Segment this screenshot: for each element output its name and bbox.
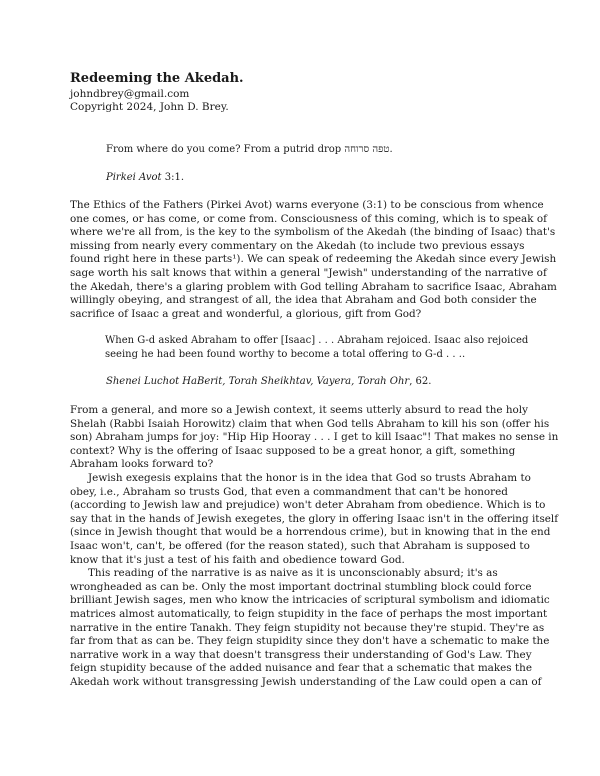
document-title: Redeeming the Akedah. bbox=[70, 71, 244, 86]
paragraph-line: the Akedah, there's a glaring problem with God telling Abraham to sacrifice Isaac, Abraham bbox=[70, 280, 557, 293]
paragraph-line: (since in Jewish thought that would be a horrendous crime), but in knowing that in the end bbox=[70, 526, 551, 539]
paragraph-line: sage worth his salt knows that within a general "Jewish" understanding of the narrative of bbox=[70, 266, 547, 279]
paragraph-line: say that in the hands of Jewish exegetes, the glory in offering Isaac isn't in the offering itself bbox=[70, 512, 559, 525]
paragraph-line: know that it's just a test of his faith and obedience toward God. bbox=[70, 553, 405, 566]
block-quote-line: When G-d asked Abraham to offer [Isaac] . . . Abraham rejoiced. Isaac also rejoiced bbox=[105, 335, 529, 346]
block-quote bbox=[105, 334, 529, 361]
block-source-ref: , 62. bbox=[409, 376, 432, 387]
paragraph-line: wrongheaded as can be. Only the most important doctrinal stumbling block could force bbox=[70, 580, 532, 593]
paragraph-line: where we're all from, is the key to the symbolism of the Akedah (the binding of Isaac) that's bbox=[70, 226, 556, 239]
paragraph-line: narrative in the entire Tanakh. They feign stupidity not because they're stupid. They're as bbox=[70, 621, 545, 634]
block-quote-source bbox=[106, 376, 431, 387]
paragraph-line: matrices almost automatically, to feign stupidity in the face of perhaps the most important bbox=[70, 607, 548, 620]
epigraph-source bbox=[106, 172, 184, 183]
paragraph-line: Abraham looks forward to? bbox=[70, 458, 214, 471]
paragraph-line: From a general, and more so a Jewish context, it seems utterly absurd to read the holy bbox=[70, 404, 528, 416]
paragraph-line: narrative work in a way that doesn't transgress their understanding of God's Law. They bbox=[70, 648, 532, 661]
paragraph-line: (according to Jewish law and prejudice) won't deter Abraham from obedience. Which is to bbox=[70, 499, 546, 512]
copyright-line: Copyright 2024, John D. Brey. bbox=[70, 101, 229, 113]
paragraph-line: son) Abraham jumps for joy: "Hip Hip Hooray . . . I get to kill Isaac"! That makes no sense in bbox=[70, 431, 559, 444]
paragraph-line: missing from nearly every commentary on the Akedah (to include two previous essays bbox=[70, 239, 525, 252]
paragraph-line: context? Why is the offering of Isaac supposed to be a great honor, a gift, something bbox=[70, 444, 516, 457]
block-source-work: Shenei Luchot HaBerit, Torah Sheikhtav, Vayera, Torah Ohr bbox=[106, 376, 410, 387]
paragraph-line: one comes, or has come, or come from. Consciousness of this coming, which is to speak of bbox=[70, 212, 547, 225]
paragraph-line: far from that as can be. They feign stupidity since they don't have a schematic to make the bbox=[70, 635, 550, 648]
paragraph-line: Isaac won't, can't, be offered (for the reason stated), such that Abraham is supposed to bbox=[70, 539, 530, 552]
paragraph-line: Shelah (Rabbi Isaiah Horowitz) claim that when God tells Abraham to kill his son (offer his bbox=[70, 417, 550, 430]
paragraph-line: found right here in these parts¹). We can speak of redeeming the Akedah since every Jewish bbox=[70, 253, 557, 266]
author-email[interactable]: johndbrey@gmail.com bbox=[70, 88, 190, 100]
paragraph-line: The Ethics of the Fathers (Pirkei Avot) warns everyone (3:1) to be conscious from whence bbox=[70, 199, 544, 211]
paragraph-line: Jewish exegesis explains that the honor is in the idea that God so trusts Abraham to bbox=[88, 471, 531, 484]
block-quote-line: seeing he had been found worthy to become a total offering to G-d . . .. bbox=[105, 348, 466, 360]
paragraph-line: willingly obeying, and strangest of all, the idea that Abraham and God both consider the bbox=[70, 294, 537, 307]
paragraph-line: sacrifice of Isaac a great and wonderful, a glorious, gift from God? bbox=[70, 307, 422, 320]
paragraph-line: This reading of the narrative is as naive as it is unconscionably absurd; it's as bbox=[88, 567, 498, 580]
epigraph-quote: From where do you come? From a putrid drop טפה סרוחה. bbox=[106, 144, 393, 155]
paragraph-1 bbox=[70, 199, 557, 321]
paragraph-2 bbox=[70, 404, 559, 689]
paragraph-line: obey, i.e., Abraham so trusts God, that even a commandment that can't be honored bbox=[70, 485, 508, 498]
paragraph-line: brilliant Jewish sages, men who know the intricacies of scriptural symbolism and idiomatic bbox=[70, 594, 550, 607]
paragraph-line: feign stupidity because of the added nuisance and fear that a schematic that makes the bbox=[70, 662, 532, 675]
epigraph-source-work: Pirkei Avot bbox=[106, 172, 162, 183]
epigraph-source-ref: 3:1. bbox=[161, 172, 185, 183]
paragraph-line: Akedah work without transgressing Jewish understanding of the Law could open a can of bbox=[70, 675, 542, 688]
